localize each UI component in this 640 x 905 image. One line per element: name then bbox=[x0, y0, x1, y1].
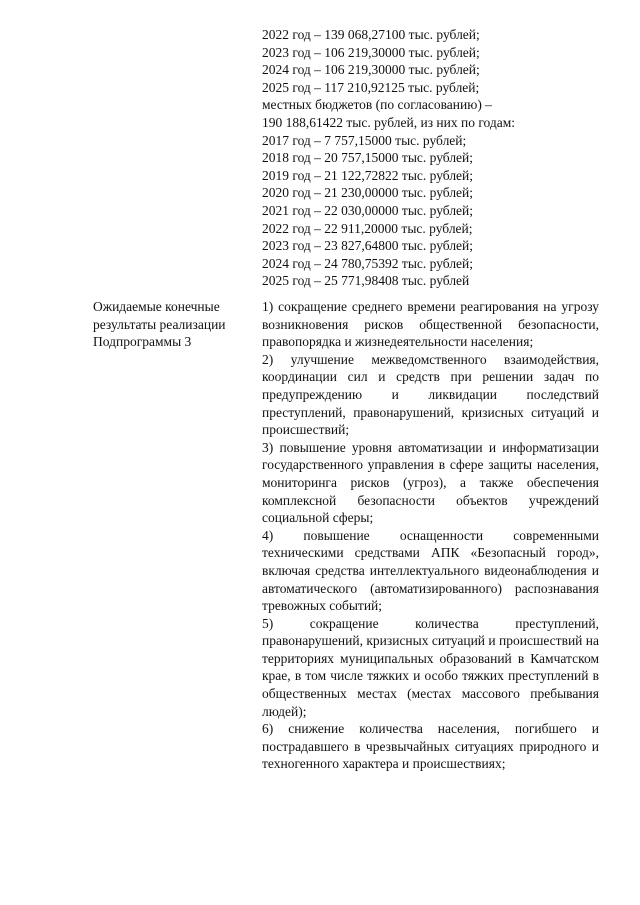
row-label-line: Подпрограммы 3 bbox=[93, 334, 192, 350]
funding-line: 2025 год – 25 771,98408 тыс. рублей bbox=[262, 273, 470, 289]
row-label-expected-results bbox=[93, 298, 253, 351]
expected-results-list bbox=[262, 298, 599, 773]
result-item: 5) сокращение количества преступлений, правонарушений, кризисных ситуаций и происшествий на территориях муниципальных образований в Камчатском крае, в том числе тяжких и особо тяжких преступлений в общественных местах (местах массового пребывания людей); bbox=[262, 615, 599, 719]
funding-by-year-list bbox=[262, 26, 612, 290]
funding-line: 2021 год – 22 030,00000 тыс. рублей; bbox=[262, 202, 474, 218]
funding-line: 2018 год – 20 757,15000 тыс. рублей; bbox=[262, 150, 474, 166]
row-label-line: Ожидаемые конечные bbox=[93, 299, 220, 314]
funding-line: 190 188,61422 тыс. рублей, из них по годам: bbox=[262, 114, 516, 130]
funding-line: 2024 год – 106 219,30000 тыс. рублей; bbox=[262, 62, 480, 78]
funding-line: местных бюджетов (по согласованию) – bbox=[262, 97, 492, 113]
funding-line: 2019 год – 21 122,72822 тыс. рублей; bbox=[262, 167, 474, 183]
result-item: 4) повышение оснащенности современными техническими средствами АПК «Безопасный город», включая средства интеллектуального видеонаблюдения и автоматического (автоматизированного) распознавания тревожных событий; bbox=[262, 527, 599, 614]
funding-line: 2023 год – 23 827,64800 тыс. рублей; bbox=[262, 238, 474, 254]
funding-line: 2022 год – 139 068,27100 тыс. рублей; bbox=[262, 27, 480, 42]
funding-line: 2020 год – 21 230,00000 тыс. рублей; bbox=[262, 185, 474, 201]
result-item: 3) повышение уровня автоматизации и информатизации государственного управления в сфере защиты населения, мониторинга рисков (угроз), а также обеспечения комплексной безопасности объектов учреждений социальной сферы; bbox=[262, 439, 599, 526]
funding-line: 2025 год – 117 210,92125 тыс. рублей; bbox=[262, 79, 480, 95]
row-label-line: результаты реализации bbox=[93, 316, 226, 332]
funding-line: 2023 год – 106 219,30000 тыс. рублей; bbox=[262, 44, 480, 60]
funding-line: 2024 год – 24 780,75392 тыс. рублей; bbox=[262, 255, 474, 271]
result-item: 6) снижение количества населения, погибшего и пострадавшего в чрезвычайных ситуациях природного и техногенного характера и происшествиях; bbox=[262, 721, 599, 772]
result-item: 2) улучшение межведомственного взаимодействия, координации сил и средств при решении задач по предупреждению и ликвидации последствий преступлений, правонарушений, кризисных ситуаций и происшествий; bbox=[262, 351, 599, 438]
result-item: 1) сокращение среднего времени реагирования на угрозу возникновения рисков общественной безопасности, правопорядка и жизнедеятельности населения; bbox=[262, 299, 599, 350]
funding-line: 2022 год – 22 911,20000 тыс. рублей; bbox=[262, 220, 473, 236]
funding-line: 2017 год – 7 757,15000 тыс. рублей; bbox=[262, 132, 467, 148]
